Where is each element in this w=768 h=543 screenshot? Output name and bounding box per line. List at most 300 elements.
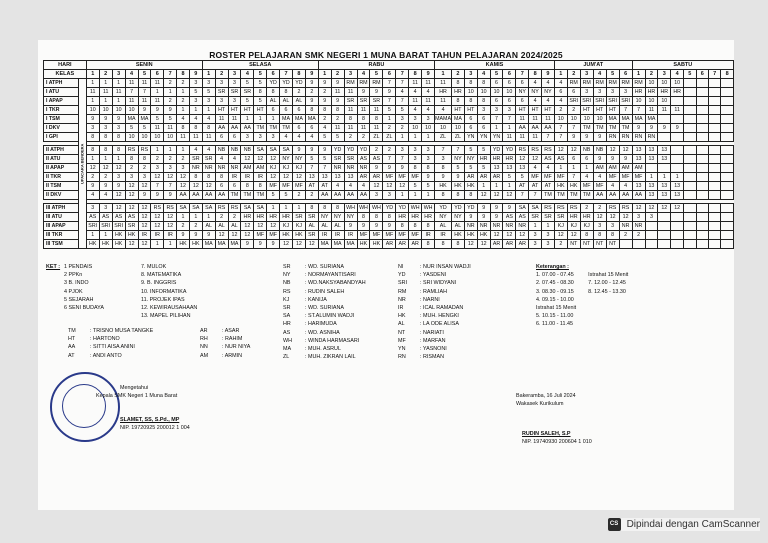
sign-left-nip: NIP. 19720925 200012 1 004 <box>120 425 190 431</box>
schedule-cell <box>684 146 696 155</box>
schedule-cell: MF <box>280 182 293 191</box>
schedule-cell: MF <box>292 182 305 191</box>
schedule-cell: 12 <box>503 231 516 240</box>
schedule-cell: HT <box>228 106 241 115</box>
teacher-item <box>398 296 471 304</box>
schedule-cell: MAMA <box>435 116 451 122</box>
schedule-cell <box>671 222 684 231</box>
schedule-cell: 2 <box>632 231 645 240</box>
schedule-cell: 9 <box>645 124 658 133</box>
teacher-item <box>398 304 471 312</box>
schedule-cell: MF <box>396 173 409 182</box>
schedule-cell: 12 <box>619 213 632 222</box>
schedule-cell: 11 <box>370 106 383 115</box>
schedule-cell: HR <box>567 213 580 222</box>
teacher-name: : SITTI AISA ANINI <box>90 344 135 351</box>
schedule-cell: RM <box>606 79 619 88</box>
schedule-cell <box>696 240 708 249</box>
schedule-cell: AA <box>632 191 645 200</box>
schedule-cell: 12 <box>370 182 383 191</box>
day-header: SELASA <box>202 61 318 70</box>
period-number: 5 <box>138 70 151 79</box>
teacher-name: : HARIMUDA <box>305 321 337 328</box>
teacher-item <box>398 312 471 320</box>
schedule-cell <box>696 79 708 88</box>
schedule-cell: 8 <box>477 97 490 106</box>
schedule-cell: 12 <box>112 204 125 213</box>
schedule-cell: 2 <box>567 106 580 115</box>
schedule-cell: HR <box>241 213 254 222</box>
class-name: III TSM <box>44 240 79 249</box>
period-number: 3 <box>228 70 241 79</box>
schedule-cell: HT <box>542 106 555 115</box>
schedule-cell: 13 <box>658 182 671 191</box>
teacher-name: : KANIJA <box>305 296 327 303</box>
schedule-cell: 8 <box>254 182 267 191</box>
schedule-cell: AA <box>344 191 357 200</box>
schedule-cell: NY <box>318 213 331 222</box>
schedule-cell: 12 <box>151 213 164 222</box>
schedule-cell: 8 <box>177 124 190 133</box>
class-name: I GPI <box>44 133 79 142</box>
schedule-cell <box>708 146 720 155</box>
schedule-cell: 5 <box>422 182 435 191</box>
day-header-row <box>44 61 734 70</box>
schedule-cell: 10 <box>554 115 567 124</box>
schedule-cell: 2 <box>370 146 383 155</box>
teacher-name: : RUDIN SALEH <box>305 288 345 295</box>
camscanner-icon: CS <box>608 518 621 531</box>
schedule-cell: 1 <box>164 240 177 249</box>
schedule-cell <box>721 164 734 173</box>
schedule-cell: IR <box>318 231 331 240</box>
schedule-cell: 1 <box>554 164 567 173</box>
schedule-cell <box>684 173 696 182</box>
period-number: 7 <box>164 70 177 79</box>
schedule-cell: 4 <box>529 164 542 173</box>
schedule-cell: 8 <box>202 173 215 182</box>
schedule-cell: 2 <box>357 133 370 142</box>
schedule-cell: 3 <box>228 97 241 106</box>
teacher-name: : NORMAYANTISARI <box>305 272 356 279</box>
table-row <box>44 173 734 182</box>
schedule-cell: 13 <box>305 173 318 182</box>
schedule-cell: 11 <box>112 88 125 97</box>
teacher-item <box>398 263 471 271</box>
keterangan-block <box>536 263 628 329</box>
schedule-cell: SA <box>202 204 215 213</box>
schedule-cell: 1 <box>503 182 516 191</box>
schedule-cell: 4 <box>86 191 99 200</box>
schedule-cell: 5 <box>318 133 331 142</box>
schedule-cell: AS <box>554 155 567 164</box>
schedule-cell: 11 <box>151 124 164 133</box>
schedule-cell: 3 <box>189 97 202 106</box>
schedule-cell: MA <box>318 240 331 249</box>
schedule-cell: HR <box>267 213 280 222</box>
subject-item: 6 SENI BUDAYA <box>64 305 104 312</box>
schedule-cell: KJ <box>580 222 593 231</box>
schedule-cell: YD <box>435 204 452 213</box>
schedule-cell: 5 <box>254 79 267 88</box>
schedule-cell: 9 <box>99 115 112 124</box>
teacher-list-left <box>68 327 250 360</box>
schedule-cell: 6 <box>554 88 567 97</box>
schedule-cell: 12 <box>671 204 684 213</box>
scanned-sheet <box>38 40 734 510</box>
schedule-cell: RM <box>593 79 606 88</box>
schedule-cell: 3 <box>422 155 435 164</box>
schedule-cell: 10 <box>645 79 658 88</box>
schedule-cell: 12 <box>164 173 177 182</box>
schedule-cell: SR <box>344 155 357 164</box>
schedule-cell: 3 <box>99 204 112 213</box>
class-name: II ATPH <box>44 146 79 155</box>
schedule-cell: 12 <box>645 204 658 213</box>
schedule-cell: TM <box>619 124 632 133</box>
schedule-cell: 12 <box>125 182 138 191</box>
schedule-cell: 3 <box>138 173 151 182</box>
table-row <box>44 79 734 88</box>
schedule-cell: 13 <box>331 173 344 182</box>
schedule-cell: 13 <box>516 164 529 173</box>
schedule-cell: 11 <box>228 115 241 124</box>
schedule-cell <box>721 155 734 164</box>
teacher-item <box>398 345 471 353</box>
schedule-cell: MF <box>383 231 396 240</box>
schedule-cell: SA <box>267 146 280 155</box>
schedule-cell: 11 <box>370 124 383 133</box>
schedule-cell <box>696 191 708 200</box>
schedule-cell: SR <box>189 155 202 164</box>
schedule-cell: 5 <box>331 133 344 142</box>
schedule-cell: 2 <box>292 88 305 97</box>
schedule-cell: 3 <box>409 115 422 124</box>
schedule-cell: 9 <box>99 182 112 191</box>
teacher-item <box>283 353 366 361</box>
schedule-cell: 1 <box>112 79 125 88</box>
schedule-cell: 3 <box>267 133 280 142</box>
schedule-cell <box>708 213 720 222</box>
schedule-cell: HK <box>435 182 452 191</box>
schedule-cell: 9 <box>477 204 490 213</box>
schedule-cell: 10 <box>645 97 658 106</box>
schedule-cell: 2 <box>189 222 202 231</box>
schedule-cell: HK <box>86 240 99 249</box>
schedule-cell: 11 <box>151 97 164 106</box>
period-number: 6 <box>151 70 164 79</box>
period-number: 8 <box>177 70 190 79</box>
schedule-cell: 7 <box>619 106 632 115</box>
schedule-cell: NR <box>344 164 357 173</box>
schedule-cell: 7 <box>632 106 645 115</box>
schedule-cell: 12 <box>529 155 542 164</box>
schedule-cell <box>696 182 708 191</box>
schedule-cell: 4 <box>409 88 422 97</box>
schedule-cell: 10 <box>125 133 138 142</box>
schedule-cell: AL <box>215 222 228 231</box>
schedule-cell: 3 <box>202 79 215 88</box>
schedule-cell <box>684 204 696 213</box>
teacher-name: : RAHIM <box>222 336 243 343</box>
schedule-cell: 4 <box>606 182 619 191</box>
teacher-name: : WD. ASNIHA <box>305 329 340 336</box>
schedule-cell: RS <box>125 146 138 155</box>
teacher-item <box>398 279 471 287</box>
schedule-cell: 12 <box>125 240 138 249</box>
schedule-cell: MA <box>202 240 215 249</box>
sign-left-line2: Kepala SMK Negeri 1 Muna Barat <box>96 393 178 399</box>
table-row <box>44 182 734 191</box>
class-name: II ATU <box>44 155 79 164</box>
schedule-cell: 7 <box>383 155 396 164</box>
schedule-cell: SR <box>125 222 138 231</box>
period-number: 3 <box>580 70 593 79</box>
schedule-cell: 2 <box>305 191 318 200</box>
schedule-cell: TM <box>254 191 267 200</box>
schedule-cell: HK <box>280 231 293 240</box>
schedule-cell: MA <box>645 115 658 124</box>
schedule-cell: 3 <box>112 173 125 182</box>
schedule-cell: YD <box>280 79 293 88</box>
schedule-cell: 3 <box>542 240 555 249</box>
teacher-item <box>283 337 366 345</box>
schedule-cell: 12 <box>396 182 409 191</box>
schedule-cell: HK <box>99 240 112 249</box>
schedule-cell: 3 <box>215 79 228 88</box>
teacher-list-middle <box>283 263 366 361</box>
sign-right-line1: Bakeramba, 16 Juli 2024 <box>516 393 576 399</box>
schedule-cell: 11 <box>125 97 138 106</box>
schedule-cell: 1 <box>86 155 99 164</box>
schedule-cell: AS <box>357 155 370 164</box>
schedule-cell: 9 <box>86 115 99 124</box>
class-name: II DKV <box>44 191 79 200</box>
schedule-cell <box>721 204 734 213</box>
schedule-cell <box>721 222 734 231</box>
schedule-cell: 13 <box>645 155 658 164</box>
schedule-cell: 5 <box>464 164 477 173</box>
schedule-cell: 11 <box>645 106 658 115</box>
schedule-cell: IR <box>331 231 344 240</box>
schedule-cell: 1 <box>280 204 293 213</box>
period-number: 6 <box>696 70 708 79</box>
schedule-cell: KJ <box>554 222 567 231</box>
schedule-cell: MF <box>606 173 619 182</box>
subject-item: 11. PROJEK IPAS <box>141 296 185 303</box>
teacher-name: : HARTONO <box>90 336 120 343</box>
schedule-cell: 2 <box>125 164 138 173</box>
schedule-cell: 5 <box>267 191 280 200</box>
period-number: 6 <box>383 70 396 79</box>
schedule-cell: 3 <box>396 115 409 124</box>
schedule-cell: WH <box>370 204 383 213</box>
class-name: I TSM <box>44 115 79 124</box>
teacher-name: : RAMLIAH <box>420 288 447 295</box>
schedule-cell: 12 <box>189 182 202 191</box>
schedule-cell: 4 <box>554 79 567 88</box>
schedule-cell: 12 <box>619 146 632 155</box>
schedule-cell: 12 <box>125 191 138 200</box>
schedule-cell: 7 <box>529 191 542 200</box>
schedule-cell <box>671 231 684 240</box>
teacher-item <box>283 320 366 328</box>
schedule-cell: 9 <box>189 231 202 240</box>
teacher-code: TM <box>68 328 76 334</box>
schedule-cell: 13 <box>658 191 671 200</box>
class-name: I APAP <box>44 97 79 106</box>
schedule-cell: 9 <box>267 240 280 249</box>
schedule-cell: 10 <box>658 97 671 106</box>
schedule-cell: TM <box>267 124 280 133</box>
schedule-cell: 8 <box>435 191 452 200</box>
subject-item: 8. MATEMATIKA <box>141 272 182 279</box>
schedule-cell: 1 <box>292 204 305 213</box>
schedule-cell: 1 <box>99 155 112 164</box>
schedule-cell: 1 <box>177 146 190 155</box>
schedule-cell: AS <box>542 155 555 164</box>
schedule-cell: RS <box>542 146 555 155</box>
teacher-name: : RISMAN <box>420 354 444 361</box>
schedule-cell: YD <box>396 204 409 213</box>
schedule-cell: SR <box>305 213 318 222</box>
schedule-cell: 5 <box>164 115 177 124</box>
schedule-cell <box>671 164 684 173</box>
table-row <box>44 88 734 97</box>
schedule-cell: 3 <box>409 155 422 164</box>
schedule-cell: SR <box>331 155 344 164</box>
schedule-cell: 3 <box>580 88 593 97</box>
table-row <box>44 97 734 106</box>
teacher-item <box>283 296 366 304</box>
keterangan-heading: Keterangan : <box>536 264 569 270</box>
schedule-cell: KJ <box>267 164 280 173</box>
schedule-cell <box>684 133 696 142</box>
schedule-cell: 5 <box>464 146 477 155</box>
schedule-cell: 5 <box>451 164 464 173</box>
schedule-cell: 13 <box>645 182 658 191</box>
schedule-cell <box>684 191 696 200</box>
schedule-cell: 9 <box>138 191 151 200</box>
schedule-cell <box>721 213 734 222</box>
schedule-cell: 9 <box>451 173 464 182</box>
schedule-cell: TM <box>228 191 241 200</box>
schedule-cell: NY <box>435 213 452 222</box>
schedule-cell: 6 <box>464 115 477 124</box>
schedule-cell: AA <box>593 191 606 200</box>
schedule-cell: 9 <box>318 146 331 155</box>
schedule-cell: 11 <box>177 133 190 142</box>
schedule-cell: 9 <box>464 213 477 222</box>
schedule-cell: AS <box>125 213 138 222</box>
schedule-cell: RM <box>357 79 370 88</box>
schedule-cell: AS <box>86 213 99 222</box>
schedule-cell: NY <box>280 155 293 164</box>
period-number: 2 <box>645 70 658 79</box>
schedule-cell: SR <box>357 97 370 106</box>
schedule-cell: 10 <box>671 79 684 88</box>
schedule-cell: NR <box>464 222 477 231</box>
time-slot: 8. 12.45 - 13.30 <box>588 288 626 295</box>
schedule-cell: HR <box>422 213 435 222</box>
schedule-cell <box>721 79 734 88</box>
schedule-cell: 11 <box>189 133 202 142</box>
subject-item: 13. MAPEL PILIHAN <box>141 313 191 320</box>
schedule-cell: 3 <box>632 213 645 222</box>
schedule-cell: AR <box>357 173 370 182</box>
teacher-code: AL <box>398 321 405 328</box>
schedule-cell: HR <box>658 88 671 97</box>
schedule-cell: 12 <box>464 240 477 249</box>
schedule-cell: 8 <box>305 106 318 115</box>
teacher-item <box>398 288 471 296</box>
schedule-cell: SRI <box>593 97 606 106</box>
subject-item: 4 PJOK <box>64 288 83 295</box>
schedule-cell: 9 <box>151 191 164 200</box>
schedule-cell: 8 <box>606 231 619 240</box>
schedule-cell: NY <box>529 88 542 97</box>
schedule-cell: MA <box>451 115 464 124</box>
schedule-cell: 4 <box>422 88 435 97</box>
schedule-cell <box>684 164 696 173</box>
schedule-cell: SRI <box>99 222 112 231</box>
schedule-cell: 3 <box>477 106 490 115</box>
schedule-cell: YN <box>490 133 503 142</box>
schedule-cell: 5 <box>151 115 164 124</box>
teacher-item <box>68 352 250 360</box>
schedule-cell: RN <box>606 133 619 142</box>
schedule-cell: 11 <box>138 97 151 106</box>
teacher-item <box>398 320 471 328</box>
schedule-cell: 8 <box>464 191 477 200</box>
class-name: III ATPH <box>44 204 79 213</box>
schedule-cell: 1 <box>99 231 112 240</box>
schedule-cell: 2 <box>593 204 606 213</box>
schedule-cell: 8 <box>370 213 383 222</box>
teacher-code: ZL <box>283 354 290 361</box>
schedule-cell: 11 <box>344 124 357 133</box>
schedule-cell: HK <box>125 231 138 240</box>
teacher-item <box>68 335 250 343</box>
schedule-cell <box>696 155 708 164</box>
schedule-cell: 1 <box>151 240 164 249</box>
period-number: 2 <box>451 70 464 79</box>
schedule-cell: 8 <box>86 133 99 142</box>
schedule-cell: AL <box>331 222 344 231</box>
schedule-cell: 11 <box>435 79 452 88</box>
schedule-cell: 12 <box>241 231 254 240</box>
schedule-cell <box>708 222 720 231</box>
schedule-cell: 2 <box>177 79 190 88</box>
schedule-cell: 6 <box>280 106 293 115</box>
schedule-cell: NB <box>215 146 228 155</box>
schedule-cell: RN <box>619 133 632 142</box>
subject-item: 12. KEWIRAUSAHAAN <box>141 305 198 312</box>
schedule-cell: NY <box>451 155 464 164</box>
schedule-cell: 1 <box>396 191 409 200</box>
schedule-cell: AA <box>241 124 254 133</box>
schedule-cell: 5 <box>477 146 490 155</box>
schedule-cell: 3 <box>189 79 202 88</box>
table-row <box>44 204 734 213</box>
schedule-cell: AR <box>477 173 490 182</box>
schedule-cell: SR <box>554 213 567 222</box>
schedule-cell: 5 <box>305 155 318 164</box>
teacher-code: AR <box>200 328 208 334</box>
period-number: 7 <box>708 70 720 79</box>
schedule-cell: 4 <box>202 115 215 124</box>
schedule-cell <box>671 240 684 249</box>
